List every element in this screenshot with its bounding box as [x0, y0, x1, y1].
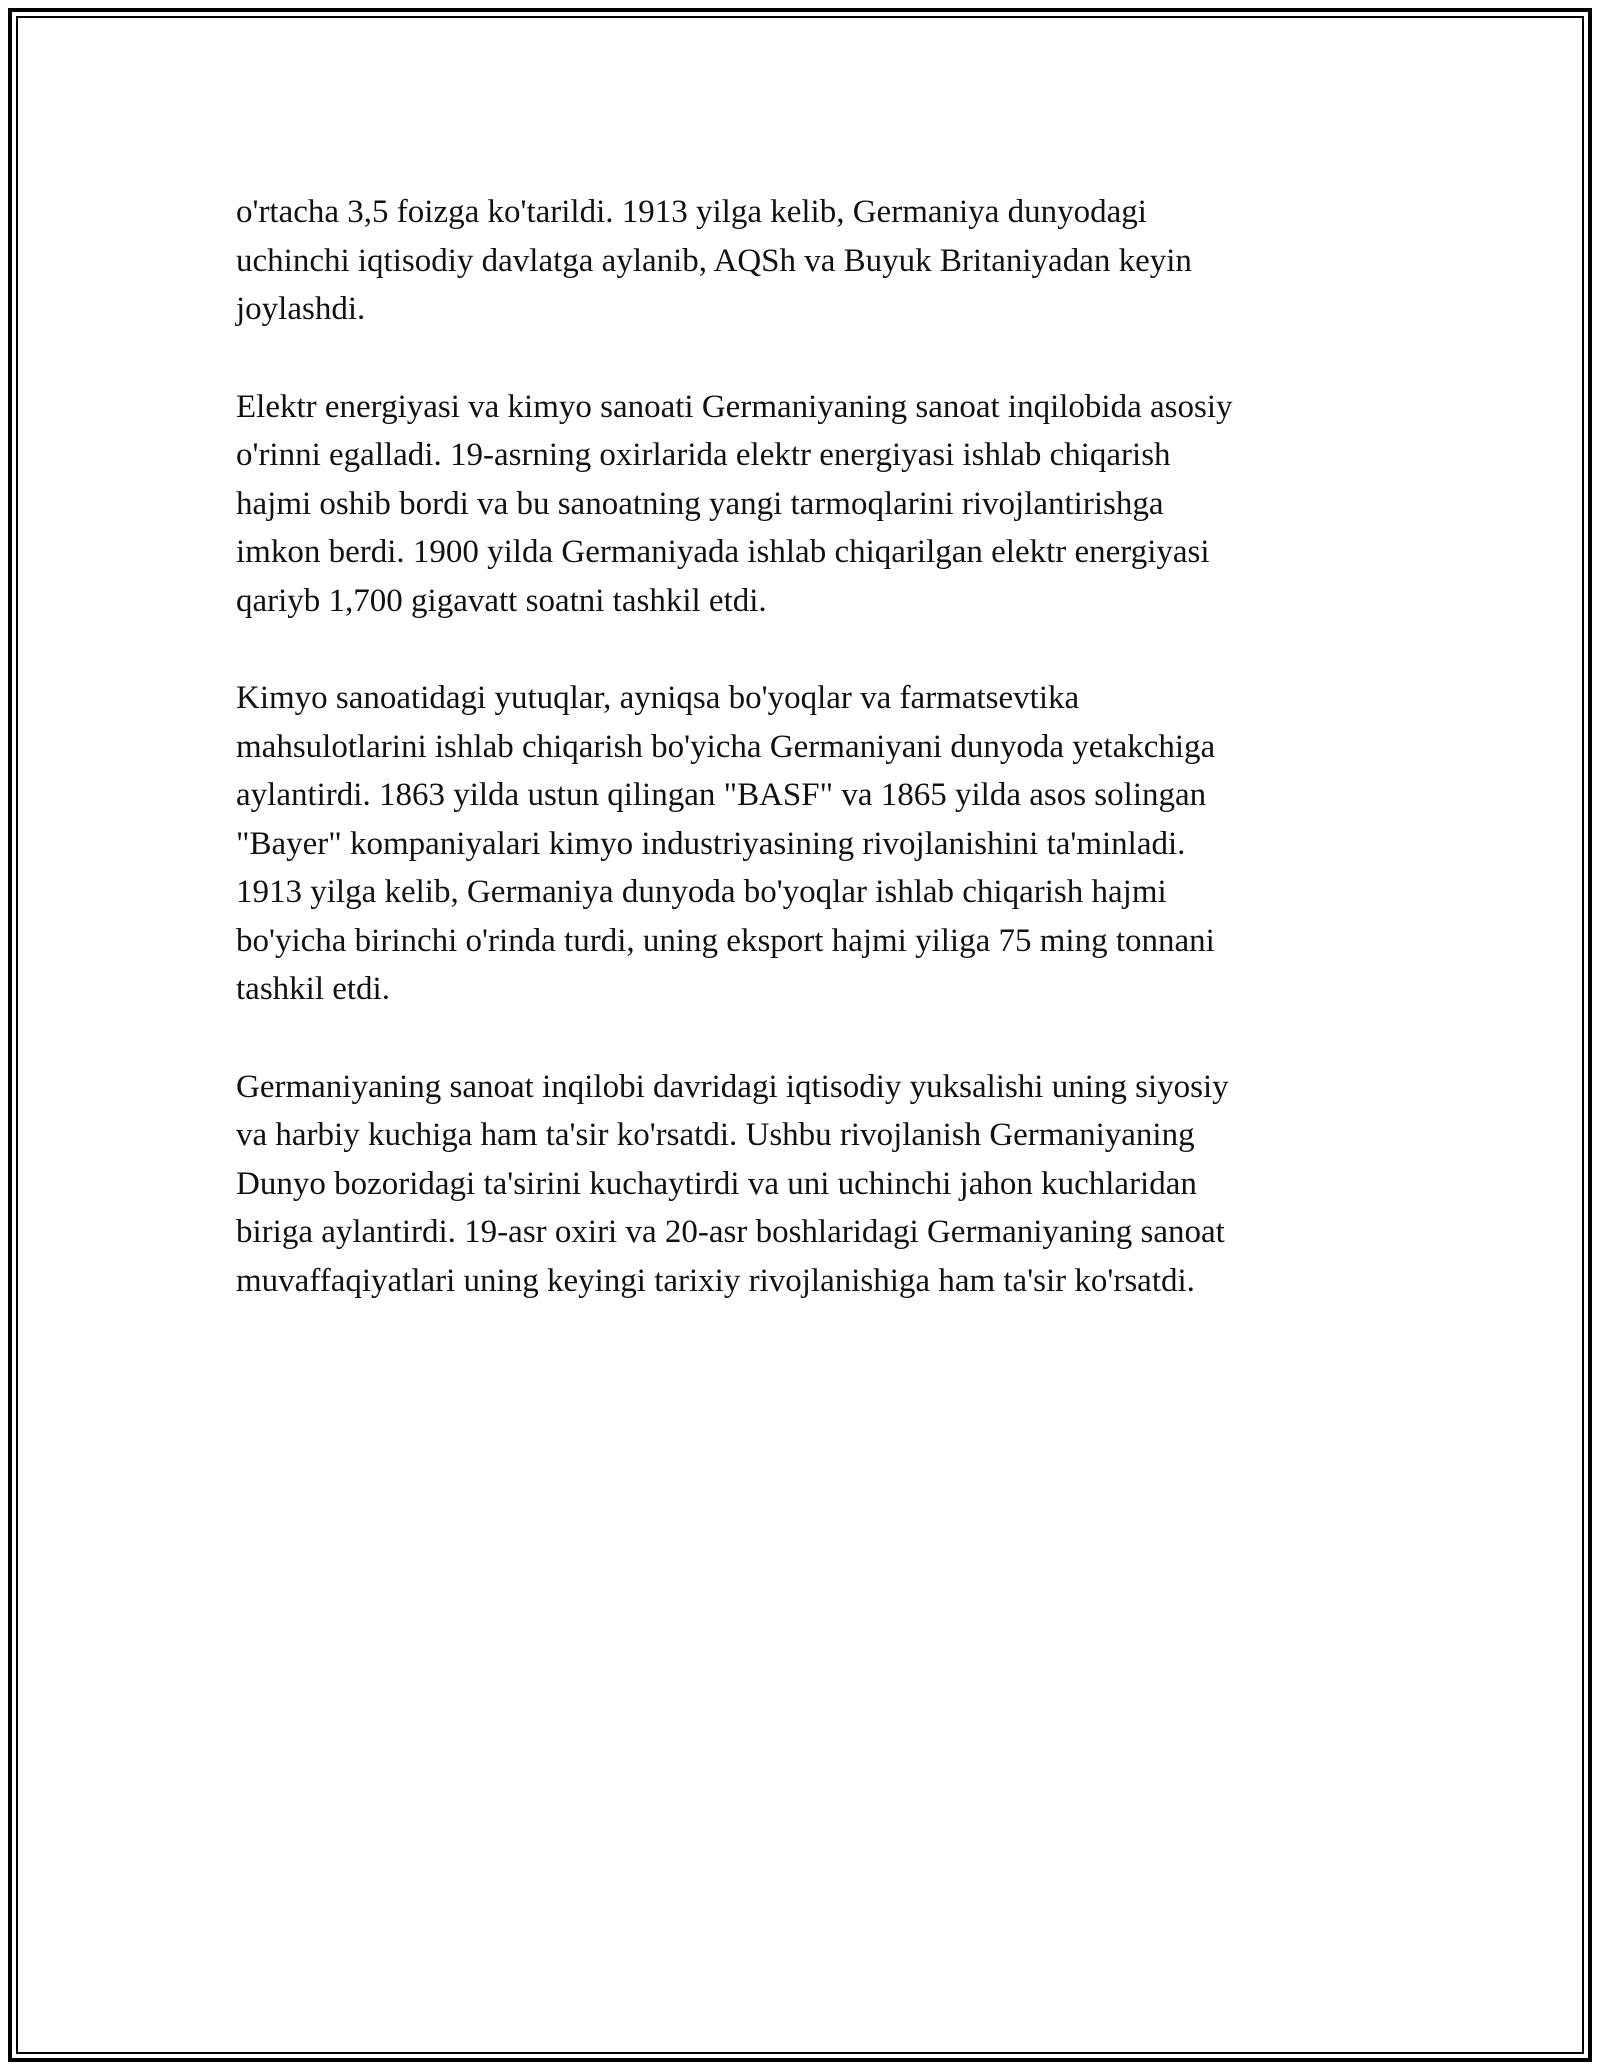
paragraph-1: o'rtacha 3,5 foizga ko'tarildi. 1913 yilga kelib, Germaniya dunyodagi uchinchi iqtisodiy davlatga aylanib, AQSh va Buyuk Britaniyadan keyin joylashdi. [236, 194, 1192, 327]
paragraph-3: Kimyo sanoatidagi yutuqlar, ayniqsa bo'yoqlar va farmatsevtika mahsulotlarini ishlab chiqarish bo'yicha Germaniyani dunyoda yetakchiga aylantirdi. 1863 yilda ustun qilingan "BASF" va 1865 yilda asos solingan "Bayer" kompaniyalari kimyo industriyasining rivojlanishini ta'minladi. 1913 yilga kelib, Germaniya dunyoda bo'yoqlar ishlab chiqarish hajmi bo'yicha birinchi o'rinda turdi, uning eksport hajmi yiliga 75 ming tonnani tashkil etdi. [236, 680, 1216, 1007]
paragraph-2: Elektr energiyasi va kimyo sanoati Germaniyaning sanoat inqilobida asosiy o'rinni egalladi. 19-asrning oxirlarida elektr energiyasi ishlab chiqarish hajmi oshib bordi va bu sanoatning yangi tarmoqlarini rivojlantirishga imkon berdi. 1900 yilda Germaniyada ishlab chiqarilgan elektr energiyasi qariyb 1,700 gigavatt soatni tashkil etdi. [236, 388, 1233, 619]
paragraph-4: Germaniyaning sanoat inqilobi davridagi iqtisodiy yuksalishi uning siyosiy va harbiy kuchiga ham ta'sir ko'rsatdi. Ushbu rivojlanish Germaniyaning Dunyo bozoridagi ta'sirini kuchaytirdi va uni uchinchi jahon kuchlaridan biriga aylantirdi. 19-asr oxiri va 20-asr boshlaridagi Germaniyaning sanoat muvaffaqiyatlari uning keyingi tarixiy rivojlanishiga ham ta'sir ko'rsatdi. [236, 1068, 1229, 1299]
document-body [236, 188, 1366, 1354]
